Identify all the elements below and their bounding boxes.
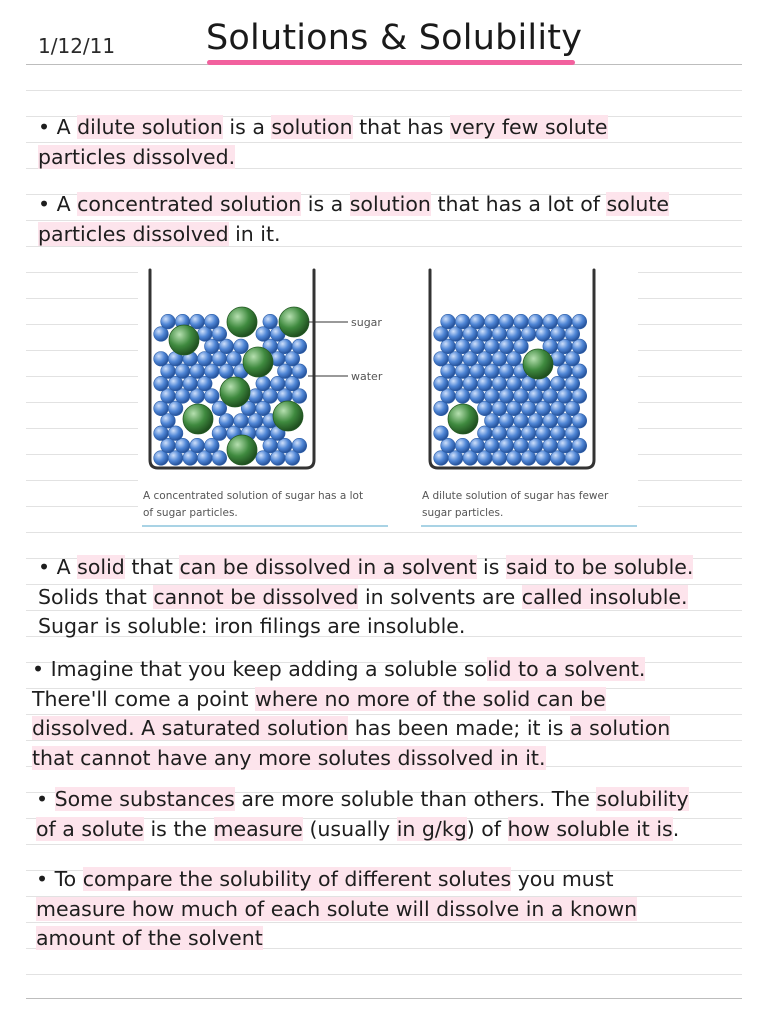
note-line [38, 113, 608, 143]
water-particle [212, 401, 227, 416]
caption-right-line-1: A dilute solution of sugar has fewer [422, 490, 609, 502]
water-particle [514, 314, 529, 329]
note-line [32, 685, 670, 715]
note-line [38, 220, 669, 250]
caption-left-rule [142, 525, 388, 527]
water-particle [168, 426, 183, 441]
highlighted-text: solubility [596, 787, 689, 811]
ruled-line [26, 90, 742, 91]
note-solubility-measure [36, 785, 689, 844]
sugar-particle [227, 435, 257, 465]
highlighted-text: in g/kg [396, 816, 467, 841]
beaker-diagram [138, 262, 638, 530]
note-line [36, 924, 637, 954]
sugar-particle [279, 307, 309, 337]
highlighted-text: solution [349, 192, 431, 216]
water-particle [248, 389, 263, 404]
caption-right-line-2: sugar particles. [422, 507, 504, 519]
water-particle [470, 438, 485, 453]
caption-left-line-1: A concentrated solution of sugar has a lot [143, 490, 364, 502]
page-title: Solutions & Solubility [206, 18, 583, 58]
highlighted-text: lid to a solvent. [487, 657, 646, 681]
highlighted-text: solid [77, 555, 125, 579]
note-text: you must [511, 867, 614, 891]
highlighted-text: dissolved. A [32, 716, 162, 740]
note-text: that has [352, 115, 451, 139]
note-line [38, 190, 669, 220]
highlighted-text: particles dissolved [38, 221, 229, 246]
note-text: • Imagine that you keep adding a soluble so [32, 657, 488, 681]
note-line [32, 744, 670, 774]
water-particle [205, 438, 220, 453]
highlighted-text: solute [606, 192, 670, 216]
ruled-line [26, 974, 742, 975]
highlighted-text: particles dissolved. [38, 144, 236, 169]
caption-right [422, 488, 608, 522]
title-underline [207, 60, 575, 65]
water-particle [470, 314, 485, 329]
highlighted-text: that cannot have any more solutes dissolved in it. [32, 745, 546, 770]
sugar-particle [273, 401, 303, 431]
water-particle [455, 438, 470, 453]
water-particle [441, 314, 456, 329]
sugar-particle [243, 347, 273, 377]
highlighted-text: how soluble it is [507, 816, 673, 841]
dilute-beaker [430, 270, 594, 468]
highlighted-text: a solution [570, 716, 671, 740]
note-line [36, 865, 637, 895]
note-text: is a [301, 192, 350, 216]
water-particle [190, 438, 205, 453]
highlighted-text: Some substances [54, 787, 235, 811]
note-text: Sugar is soluble: iron filings are insoluble. [38, 614, 466, 638]
water-particle [434, 426, 449, 441]
note-text: that has a lot of [430, 192, 607, 216]
note-line [38, 143, 608, 173]
ruled-line [26, 844, 742, 845]
water-particle [234, 339, 249, 354]
water-particle [190, 314, 205, 329]
highlighted-text: where no more of the solid can be [255, 686, 606, 711]
water-particle [161, 314, 176, 329]
highlighted-text: said to be soluble. [505, 555, 694, 579]
water-particle [205, 314, 220, 329]
highlighted-text: cannot be dissolved [153, 584, 359, 609]
highlighted-text: amount of the solvent [36, 926, 263, 950]
note-text: • To [36, 867, 83, 891]
highlighted-text: very few solute [450, 115, 608, 139]
note-line [38, 583, 693, 613]
note-text: is [476, 555, 506, 579]
highlighted-text: can be dissolved in a solvent [179, 555, 477, 579]
water-particle [572, 314, 587, 329]
water-particle [528, 314, 543, 329]
note-text: in solvents are [358, 584, 522, 609]
note-text: Solids that [38, 584, 154, 609]
sugar-particle [523, 349, 553, 379]
note-text: There'll come a point [32, 686, 256, 711]
highlighted-text: measure how much of each solute will dissolve in a known [36, 896, 638, 921]
highlighted-text: measure [213, 816, 303, 841]
highlighted-text: dilute solution [77, 115, 223, 139]
note-date: 1/12/11 [38, 34, 116, 58]
highlighted-text: solution [271, 115, 353, 139]
concentrated-beaker [150, 270, 314, 468]
note-text: in it. [228, 221, 281, 246]
note-text: is the [143, 816, 214, 841]
highlighted-text: saturated solution [161, 716, 349, 740]
water-particle [212, 327, 227, 342]
sugar-particle [448, 404, 478, 434]
caption-left-line-2: of sugar particles. [143, 507, 238, 519]
water-particle [212, 451, 227, 466]
note-soluble-insoluble [38, 553, 693, 642]
note-text: is a [222, 115, 272, 139]
highlighted-text: compare the solubility of different solutes [82, 867, 512, 891]
highlighted-text: concentrated solution [77, 192, 302, 216]
ruled-line [26, 532, 742, 533]
water-particle [455, 314, 470, 329]
note-compare-solubility [36, 865, 637, 954]
note-text: that [124, 555, 180, 579]
water-particle [234, 414, 249, 429]
water-particle [499, 314, 514, 329]
sugar-particle [227, 307, 257, 337]
note-text: • A [38, 192, 78, 216]
note-saturated-solution [32, 655, 670, 773]
water-particle [485, 314, 500, 329]
water-particle [558, 314, 573, 329]
label-sugar: sugar [351, 316, 382, 329]
note-text: • A [38, 555, 78, 579]
note-line [32, 714, 670, 744]
label-water: water [351, 370, 383, 383]
water-particle [256, 376, 271, 391]
note-line [36, 895, 637, 925]
note-text: • A [38, 115, 78, 139]
note-line [38, 553, 693, 583]
note-text: . [672, 816, 680, 841]
note-line [32, 655, 670, 685]
note-text: has been made; it is [348, 716, 571, 740]
caption-right-rule [421, 525, 637, 527]
note-text: • [36, 787, 55, 811]
water-particle [292, 339, 307, 354]
note-text: ) of [466, 816, 508, 841]
ruled-line [26, 998, 742, 999]
water-particle [154, 352, 169, 367]
water-particle [543, 314, 558, 329]
water-particle [263, 314, 278, 329]
note-text: (usually [302, 816, 397, 841]
note-text: are more soluble than others. The [234, 787, 597, 811]
caption-left [143, 488, 363, 522]
highlighted-text: of a solute [36, 816, 144, 841]
water-particle [292, 438, 307, 453]
sugar-particle [183, 404, 213, 434]
note-concentrated-solution [38, 190, 669, 249]
note-line [36, 785, 689, 815]
highlighted-text: called insoluble. [521, 584, 688, 609]
sugar-particle [169, 325, 199, 355]
sugar-particle [220, 377, 250, 407]
note-line [36, 815, 689, 845]
note-line [38, 612, 693, 642]
note-dilute-solution [38, 113, 608, 172]
